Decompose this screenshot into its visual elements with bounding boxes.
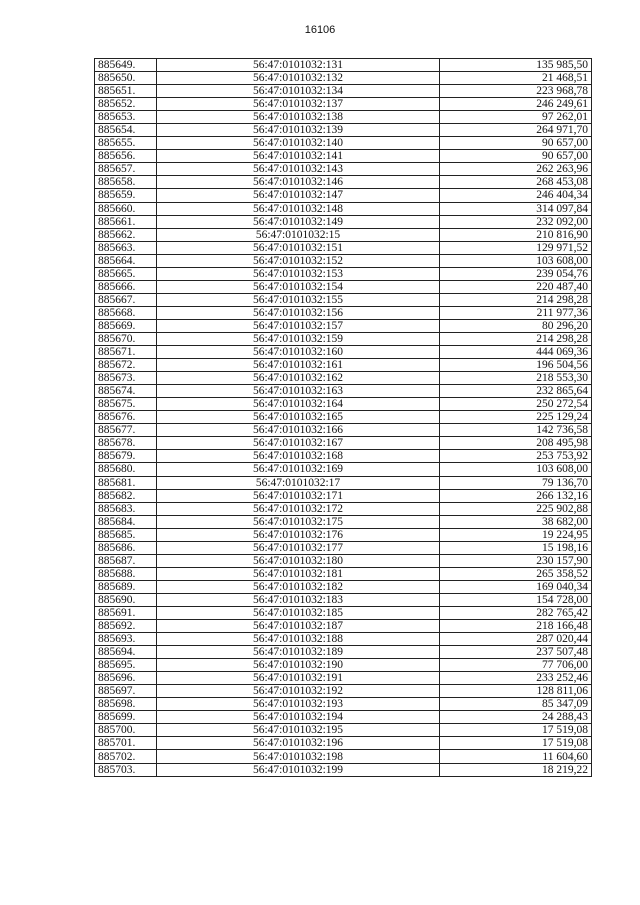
row-number: 885688.	[95, 567, 157, 580]
table-row	[95, 241, 592, 254]
cadastral-number: 56:47:0101032:148	[157, 202, 440, 215]
cadastral-value: 15 198,16	[440, 541, 592, 554]
table-row	[95, 124, 592, 137]
row-number: 885675.	[95, 398, 157, 411]
table-row	[95, 202, 592, 215]
cadastral-value: 232 092,00	[440, 215, 592, 228]
row-number: 885683.	[95, 502, 157, 515]
cadastral-number: 56:47:0101032:167	[157, 437, 440, 450]
table-row	[95, 646, 592, 659]
table-row	[95, 267, 592, 280]
row-number: 885698.	[95, 698, 157, 711]
cadastral-value: 214 298,28	[440, 332, 592, 345]
row-number: 885669.	[95, 319, 157, 332]
row-number: 885678.	[95, 437, 157, 450]
row-number: 885690.	[95, 593, 157, 606]
cadastral-value: 253 753,92	[440, 450, 592, 463]
table-row	[95, 98, 592, 111]
cadastral-value: 223 968,78	[440, 85, 592, 98]
cadastral-value: 85 347,09	[440, 698, 592, 711]
table-row	[95, 672, 592, 685]
row-number: 885684.	[95, 515, 157, 528]
row-number: 885700.	[95, 724, 157, 737]
cadastral-number: 56:47:0101032:192	[157, 685, 440, 698]
row-number: 885679.	[95, 450, 157, 463]
table-row	[95, 254, 592, 267]
row-number: 885674.	[95, 385, 157, 398]
cadastral-number: 56:47:0101032:162	[157, 372, 440, 385]
table-row	[95, 593, 592, 606]
cadastral-number: 56:47:0101032:166	[157, 424, 440, 437]
cadastral-value: 103 608,00	[440, 254, 592, 267]
cadastral-number: 56:47:0101032:169	[157, 463, 440, 476]
table-row	[95, 606, 592, 619]
row-number: 885651.	[95, 85, 157, 98]
row-number: 885649.	[95, 59, 157, 72]
table-row	[95, 319, 592, 332]
row-number: 885703.	[95, 763, 157, 776]
cadastral-number: 56:47:0101032:185	[157, 606, 440, 619]
cadastral-number: 56:47:0101032:172	[157, 502, 440, 515]
table-row	[95, 580, 592, 593]
row-number: 885652.	[95, 98, 157, 111]
cadastral-value: 264 971,70	[440, 124, 592, 137]
cadastral-number: 56:47:0101032:187	[157, 620, 440, 633]
cadastral-number: 56:47:0101032:180	[157, 554, 440, 567]
table-row	[95, 385, 592, 398]
cadastral-number: 56:47:0101032:143	[157, 163, 440, 176]
row-number: 885681.	[95, 476, 157, 489]
cadastral-value: 18 219,22	[440, 763, 592, 776]
row-number: 885666.	[95, 280, 157, 293]
cadastral-number: 56:47:0101032:163	[157, 385, 440, 398]
table-row	[95, 554, 592, 567]
row-number: 885657.	[95, 163, 157, 176]
row-number: 885653.	[95, 111, 157, 124]
cadastral-number: 56:47:0101032:188	[157, 633, 440, 646]
table-row	[95, 502, 592, 515]
cadastral-number: 56:47:0101032:199	[157, 763, 440, 776]
table-row	[95, 59, 592, 72]
cadastral-value: 11 604,60	[440, 750, 592, 763]
row-number: 885654.	[95, 124, 157, 137]
cadastral-number: 56:47:0101032:198	[157, 750, 440, 763]
cadastral-value: 262 263,96	[440, 163, 592, 176]
row-number: 885694.	[95, 646, 157, 659]
cadastral-value: 287 020,44	[440, 633, 592, 646]
cadastral-number: 56:47:0101032:189	[157, 646, 440, 659]
cadastral-value: 196 504,56	[440, 359, 592, 372]
cadastral-value: 129 971,52	[440, 241, 592, 254]
table-row	[95, 293, 592, 306]
cadastral-value: 250 272,54	[440, 398, 592, 411]
row-number: 885673.	[95, 372, 157, 385]
table-row	[95, 515, 592, 528]
table-row	[95, 372, 592, 385]
row-number: 885693.	[95, 633, 157, 646]
row-number: 885677.	[95, 424, 157, 437]
cadastral-value: 17 519,08	[440, 724, 592, 737]
row-number: 885663.	[95, 241, 157, 254]
table-row	[95, 620, 592, 633]
row-number: 885701.	[95, 737, 157, 750]
cadastral-value: 80 296,20	[440, 319, 592, 332]
table-row	[95, 189, 592, 202]
cadastral-value: 90 657,00	[440, 137, 592, 150]
cadastral-number: 56:47:0101032:195	[157, 724, 440, 737]
cadastral-value: 208 495,98	[440, 437, 592, 450]
table-row	[95, 737, 592, 750]
cadastral-number: 56:47:0101032:159	[157, 332, 440, 345]
row-number: 885695.	[95, 659, 157, 672]
row-number: 885665.	[95, 267, 157, 280]
cadastral-number: 56:47:0101032:194	[157, 711, 440, 724]
table-row	[95, 228, 592, 241]
table-row	[95, 476, 592, 489]
cadastral-value: 214 298,28	[440, 293, 592, 306]
cadastral-value: 103 608,00	[440, 463, 592, 476]
table-row	[95, 176, 592, 189]
cadastral-number: 56:47:0101032:183	[157, 593, 440, 606]
table-row	[95, 306, 592, 319]
cadastral-value: 444 069,36	[440, 346, 592, 359]
cadastral-value: 97 262,01	[440, 111, 592, 124]
row-number: 885689.	[95, 580, 157, 593]
cadastral-value: 218 166,48	[440, 620, 592, 633]
cadastral-value: 239 054,76	[440, 267, 592, 280]
cadastral-number: 56:47:0101032:193	[157, 698, 440, 711]
cadastral-value: 232 865,64	[440, 385, 592, 398]
cadastral-number: 56:47:0101032:171	[157, 489, 440, 502]
row-number: 885676.	[95, 411, 157, 424]
table-row	[95, 698, 592, 711]
cadastral-number: 56:47:0101032:146	[157, 176, 440, 189]
cadastral-value: 266 132,16	[440, 489, 592, 502]
table-row	[95, 528, 592, 541]
table-row	[95, 750, 592, 763]
cadastral-number: 56:47:0101032:191	[157, 672, 440, 685]
row-number: 885696.	[95, 672, 157, 685]
table-row	[95, 724, 592, 737]
cadastral-value: 225 902,88	[440, 502, 592, 515]
cadastral-value: 237 507,48	[440, 646, 592, 659]
table-row	[95, 489, 592, 502]
cadastral-number: 56:47:0101032:149	[157, 215, 440, 228]
row-number: 885655.	[95, 137, 157, 150]
row-number: 885671.	[95, 346, 157, 359]
cadastral-number: 56:47:0101032:153	[157, 267, 440, 280]
cadastral-number: 56:47:0101032:190	[157, 659, 440, 672]
row-number: 885668.	[95, 306, 157, 319]
cadastral-value: 128 811,06	[440, 685, 592, 698]
cadastral-value: 282 765,42	[440, 606, 592, 619]
table-row	[95, 633, 592, 646]
cadastral-number: 56:47:0101032:177	[157, 541, 440, 554]
cadastral-value: 233 252,46	[440, 672, 592, 685]
cadastral-number: 56:47:0101032:168	[157, 450, 440, 463]
cadastral-number: 56:47:0101032:15	[157, 228, 440, 241]
cadastral-number: 56:47:0101032:176	[157, 528, 440, 541]
cadastral-number: 56:47:0101032:151	[157, 241, 440, 254]
row-number: 885692.	[95, 620, 157, 633]
cadastral-value: 218 553,30	[440, 372, 592, 385]
cadastral-number: 56:47:0101032:161	[157, 359, 440, 372]
table-row	[95, 72, 592, 85]
cadastral-number: 56:47:0101032:181	[157, 567, 440, 580]
cadastral-value: 79 136,70	[440, 476, 592, 489]
cadastral-value: 225 129,24	[440, 411, 592, 424]
cadastral-value: 265 358,52	[440, 567, 592, 580]
cadastral-number: 56:47:0101032:155	[157, 293, 440, 306]
cadastral-number: 56:47:0101032:165	[157, 411, 440, 424]
row-number: 885659.	[95, 189, 157, 202]
table-row	[95, 346, 592, 359]
table-row	[95, 711, 592, 724]
cadastral-number: 56:47:0101032:182	[157, 580, 440, 593]
cadastral-number: 56:47:0101032:154	[157, 280, 440, 293]
cadastral-number: 56:47:0101032:139	[157, 124, 440, 137]
table-row	[95, 398, 592, 411]
row-number: 885650.	[95, 72, 157, 85]
cadastral-value: 21 468,51	[440, 72, 592, 85]
cadastral-number: 56:47:0101032:140	[157, 137, 440, 150]
cadastral-number: 56:47:0101032:134	[157, 85, 440, 98]
row-number: 885664.	[95, 254, 157, 267]
row-number: 885661.	[95, 215, 157, 228]
cadastral-number: 56:47:0101032:152	[157, 254, 440, 267]
table-row	[95, 424, 592, 437]
table-row	[95, 332, 592, 345]
table-row	[95, 137, 592, 150]
cadastral-value: 135 985,50	[440, 59, 592, 72]
page-number: 16106	[304, 24, 336, 36]
row-number: 885656.	[95, 150, 157, 163]
cadastral-number: 56:47:0101032:147	[157, 189, 440, 202]
cadastral-number: 56:47:0101032:196	[157, 737, 440, 750]
row-number: 885699.	[95, 711, 157, 724]
table-row	[95, 215, 592, 228]
table-row	[95, 450, 592, 463]
table-row	[95, 150, 592, 163]
cadastral-number: 56:47:0101032:17	[157, 476, 440, 489]
cadastral-number: 56:47:0101032:131	[157, 59, 440, 72]
cadastral-number: 56:47:0101032:156	[157, 306, 440, 319]
cadastral-value-table	[94, 58, 592, 777]
cadastral-value: 38 682,00	[440, 515, 592, 528]
cadastral-number: 56:47:0101032:137	[157, 98, 440, 111]
table-row	[95, 163, 592, 176]
table-row	[95, 659, 592, 672]
row-number: 885685.	[95, 528, 157, 541]
cadastral-value: 268 453,08	[440, 176, 592, 189]
cadastral-value: 220 487,40	[440, 280, 592, 293]
cadastral-value: 17 519,08	[440, 737, 592, 750]
row-number: 885702.	[95, 750, 157, 763]
cadastral-value: 169 040,34	[440, 580, 592, 593]
cadastral-value: 246 249,61	[440, 98, 592, 111]
row-number: 885691.	[95, 606, 157, 619]
table-row	[95, 111, 592, 124]
row-number: 885667.	[95, 293, 157, 306]
cadastral-number: 56:47:0101032:160	[157, 346, 440, 359]
cadastral-value: 142 736,58	[440, 424, 592, 437]
table-row	[95, 763, 592, 776]
table-row	[95, 411, 592, 424]
table-row	[95, 685, 592, 698]
cadastral-value: 314 097,84	[440, 202, 592, 215]
table-row	[95, 541, 592, 554]
row-number: 885658.	[95, 176, 157, 189]
cadastral-value: 230 157,90	[440, 554, 592, 567]
row-number: 885697.	[95, 685, 157, 698]
cadastral-value: 24 288,43	[440, 711, 592, 724]
table-row	[95, 437, 592, 450]
cadastral-value: 77 706,00	[440, 659, 592, 672]
table-body	[95, 59, 592, 777]
table-row	[95, 280, 592, 293]
table-row	[95, 463, 592, 476]
row-number: 885660.	[95, 202, 157, 215]
cadastral-value: 211 977,36	[440, 306, 592, 319]
cadastral-value: 90 657,00	[440, 150, 592, 163]
row-number: 885682.	[95, 489, 157, 502]
cadastral-value: 210 816,90	[440, 228, 592, 241]
cadastral-number: 56:47:0101032:175	[157, 515, 440, 528]
cadastral-number: 56:47:0101032:164	[157, 398, 440, 411]
row-number: 885662.	[95, 228, 157, 241]
row-number: 885687.	[95, 554, 157, 567]
cadastral-number: 56:47:0101032:157	[157, 319, 440, 332]
row-number: 885686.	[95, 541, 157, 554]
table-row	[95, 567, 592, 580]
row-number: 885680.	[95, 463, 157, 476]
cadastral-value: 154 728,00	[440, 593, 592, 606]
table-row	[95, 359, 592, 372]
row-number: 885672.	[95, 359, 157, 372]
row-number: 885670.	[95, 332, 157, 345]
cadastral-value: 246 404,34	[440, 189, 592, 202]
cadastral-value: 19 224,95	[440, 528, 592, 541]
cadastral-number: 56:47:0101032:141	[157, 150, 440, 163]
cadastral-number: 56:47:0101032:132	[157, 72, 440, 85]
cadastral-number: 56:47:0101032:138	[157, 111, 440, 124]
table-row	[95, 85, 592, 98]
